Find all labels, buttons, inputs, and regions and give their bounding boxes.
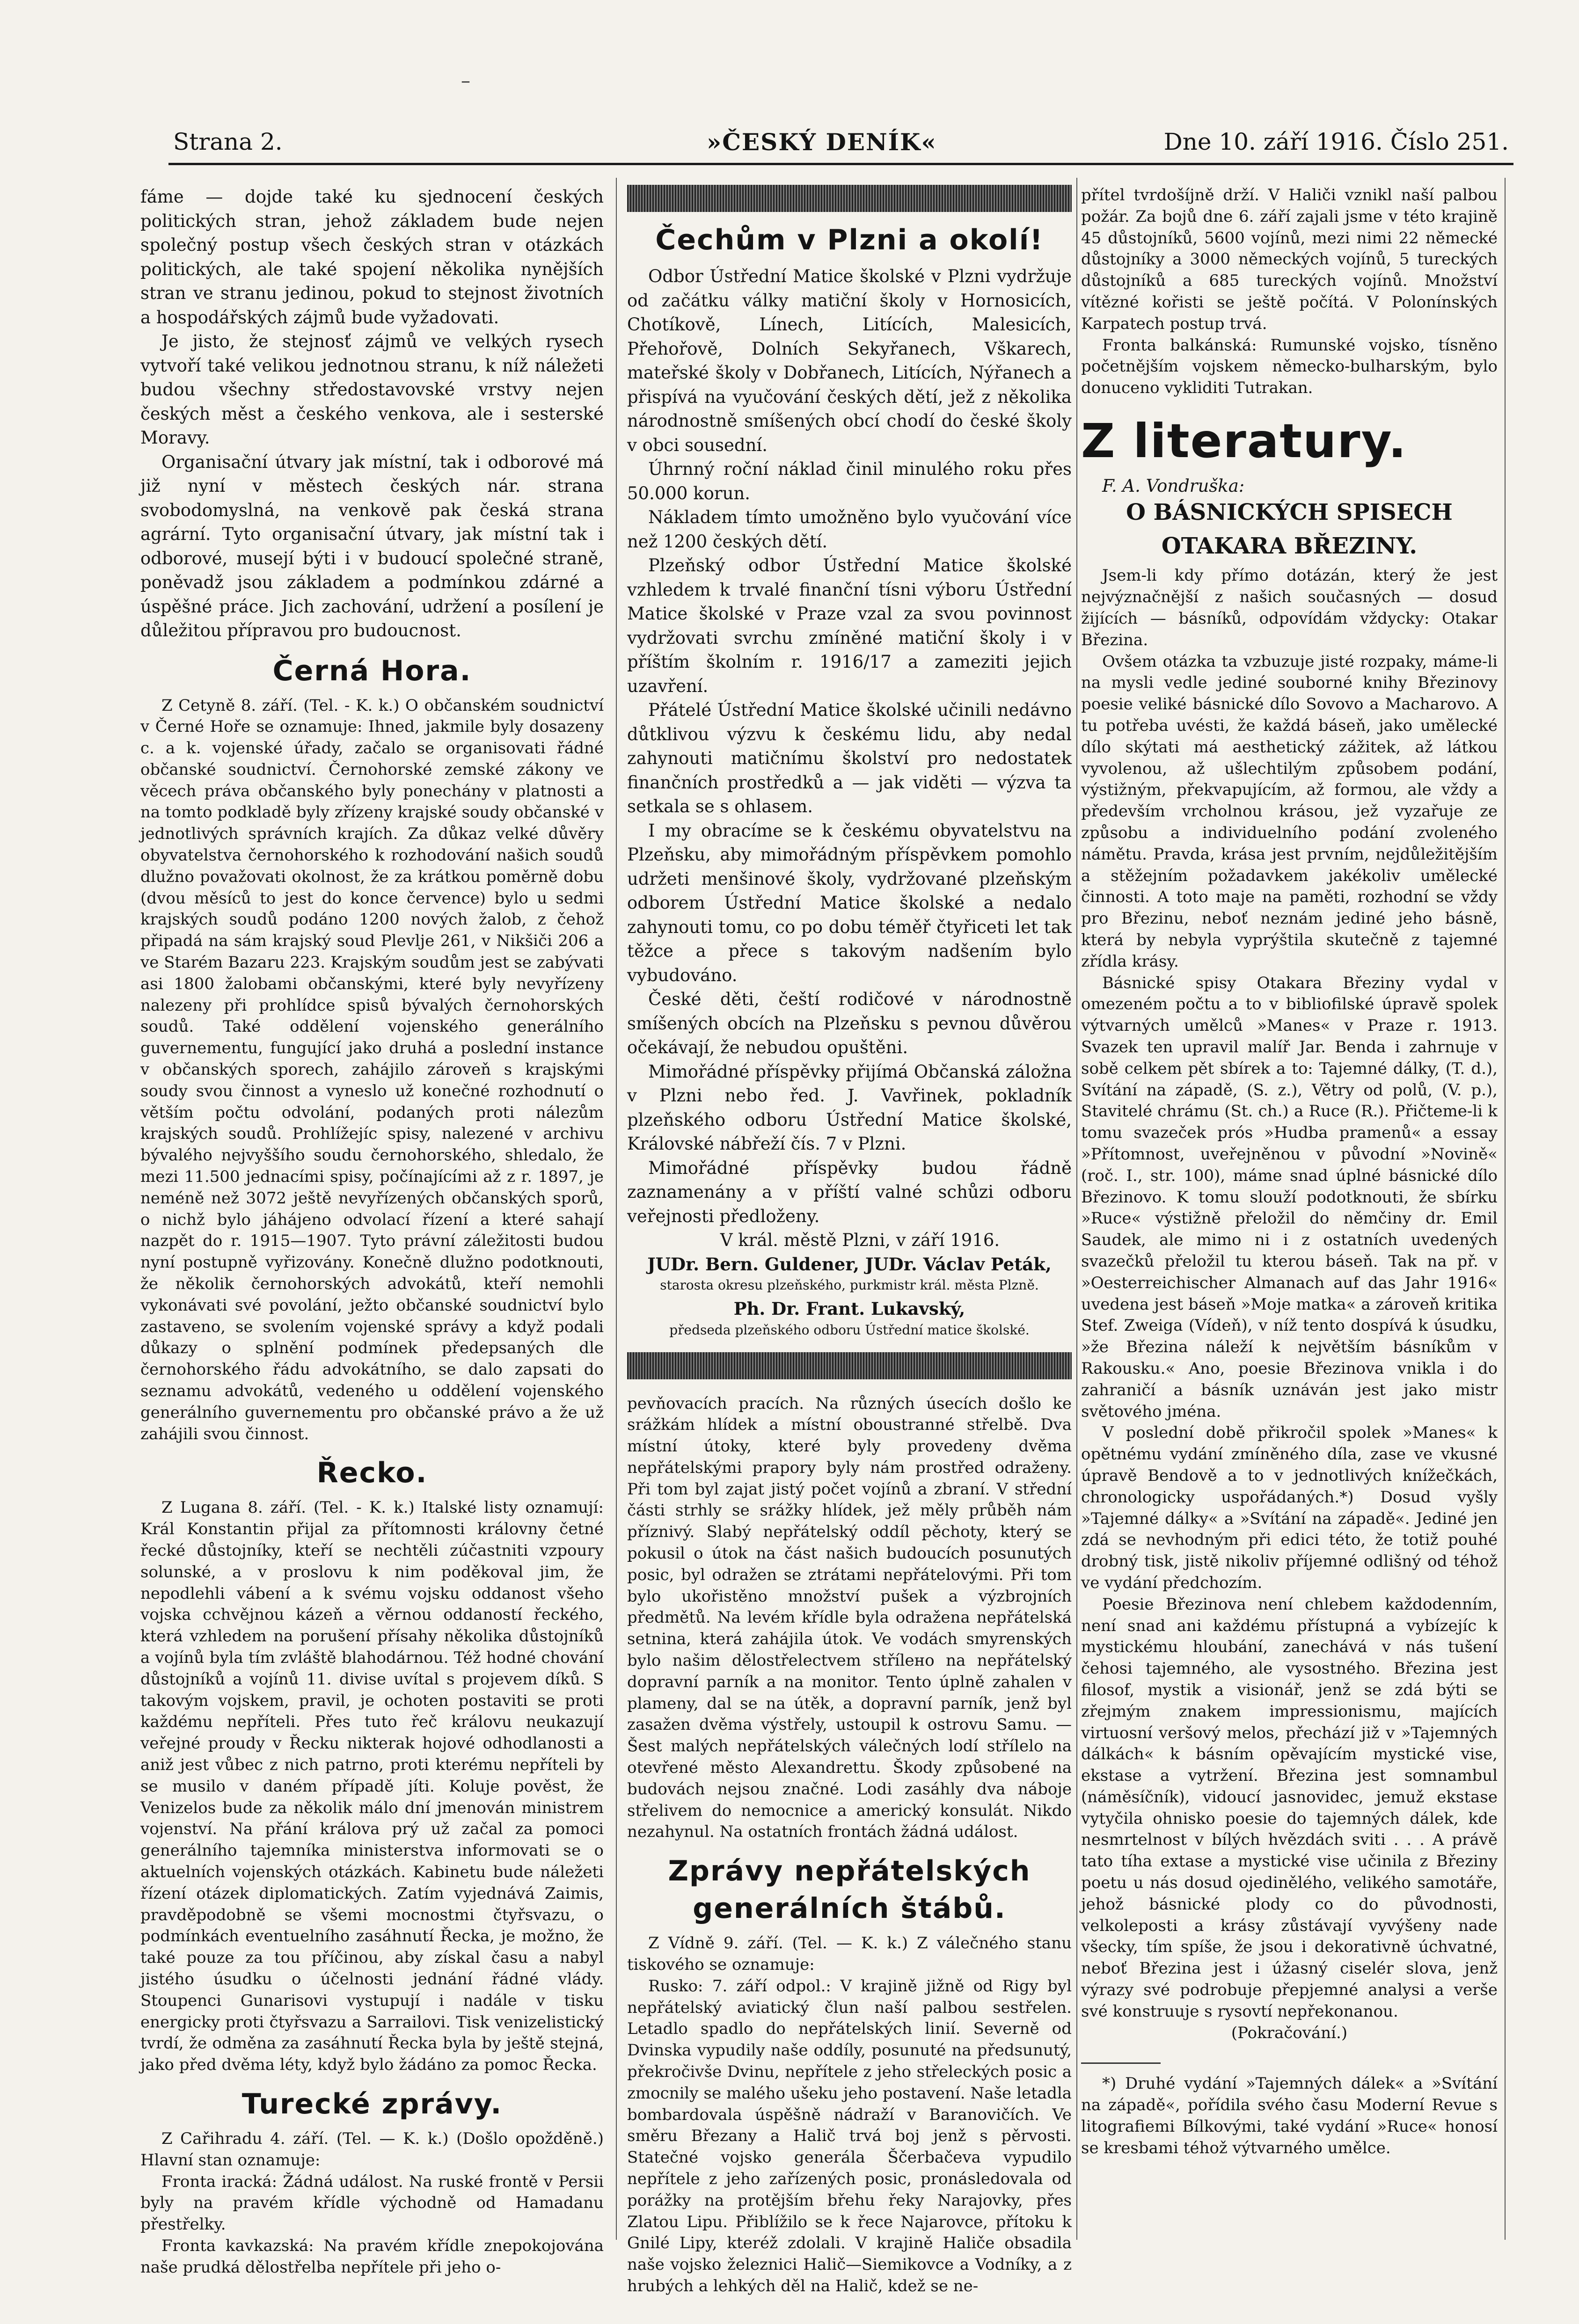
section-heading-turecke: Turecké zprávy.	[241, 2087, 503, 2120]
article-author: F. A. Vondruška:	[1102, 475, 1245, 496]
article-text: Fronta iracká: Žádná událost. Na ruské frontě v Persii byly na pravém křídle východně od Hamadanu přestřelky.	[140, 2172, 604, 2234]
article-text: Rusko: 7. září odpol.: V krajině jižně od Rigy byl nepřátelský aviatický člun naší palbou sestřelen. Letadlo spadlo do nepřátelských linií. Severně od Dvinska vypudily naše oddíly, posunuté na předsunutý, překročivše Dvinu, nepřítele z jeho střeleckých posic a zmocnily se malého ušeku jeho postavení. Naše letadla bombardovala úspěšně nádraží v Baranovičích. Ve směru Březany a Halič trvá boj jenž s pěrvosti. Statečné vojsko generála Ščerbačeva vypudilo nepřítele z jeho zařízených posic, pronásledovala od porážky na protějším břehu řeky Narajovky, přes Zlatou Lipu. Přiblížilo se k řece Najarovce, přítoku k Gnilé Lipy, kteréž zdolali. V krajině Haliče obsadila naše vojsko železnici Halič—Siemikovce a Vodníky, a z hrubých a lehkých děl na Halič, kdež se ne-	[627, 1976, 1072, 2295]
paragraph: Přátelé Ústřední Matice školské učinili nedávno důtklivou výzvu k českému lidu, aby nedal zahynouti matičnímu školství pro nedostatek finančních prostředků a — jak viděti — výzva ta setkala se s ohlasem.	[627, 700, 1072, 816]
column-1	[140, 185, 604, 2278]
article-text: Básnické spisy Otakara Březiny vydal v omezeném počtu a to v bibliofilské úpravě spolek výtvarných umělců »Manes« v Praze r. 1913. Svazek ten upravil malíř Jar. Benda i zahrnuje v sobě celkem pět sbírek a to: Tajemné dálky, (T. d.), Svítání na západě, (S. z.), Větry od polů, (V. p.), Stavitelé chrámu (St. ch.) a Ruce (R.). Přičteme-li k tomu svazeček prós »Hudba pramenů« a essay »Přítomnost, uveřejněnou v původní »Novině« (roč. I., str. 100), máme snad úplné básnické dílo Březinovo. K tomu slouží podotknouti, že sbírku »Ruce« výstižně přeložil do němčiny dr. Emil Saudek, ale mimo ni i z ostatních uvedených svazečků přeložil tu kterou báseň. Tak na př. v »Oesterreichischer Almanach auf das Jahr 1916« uvedena jest báseň »Moje matka« a zároveň kritika Stef. Zweiga (Vídeň), v níž tento dospívá k úsudku, »že Březina náleží k největším básníkům v Rakousku.« Ano, poesie Březinova vnikla i do zahraničí a básník uznáván jest jako mistr světového jména.	[1081, 973, 1498, 1421]
paragraph: České děti, čeští rodičové v národnostně smíšených obcích na Plzeňsku s pevnou důvěrou očekávají, že nebudou opuštěni.	[627, 989, 1072, 1057]
appeal-heading: Čechům v Plzni a okolí!	[655, 224, 1044, 256]
footnote: *) Druhé vydání »Tajemných dálek« a »Svítání na západě«, pořídila svého času Moderní Revue s litografiemi Bílkovými, také vydání »Ruce« honosí se kresbami téhož výtvarného umělce.	[1081, 2074, 1498, 2157]
paragraph: Odbor Ústřední Matice školské v Plzni vydržuje od začátku války matiční školy v Hornosicích, Chotíkově, Línech, Litících, Malesicích, Přehořově, Dolních Sekyřanech, Vškarech, mateřské školy v Dobřanech, Litících, Nýřanech a přispívá na vyučování českých dětí, jež z několika národnostně smíšených obcí chodí do české školy v obci sousední.	[627, 266, 1072, 455]
signature: Ph. Dr. Frant. Lukavský,	[733, 1298, 965, 1319]
article-text: Z Cařihradu 4. září. (Tel. — K. k.) (Došlo opožděně.) Hlavní stan oznamuje:	[140, 2129, 604, 2170]
article-text: Poesie Březinova není chlebem každodenním, není snad ani každému přístupná a vybízejíc k mystickému hloubání, zanechává v nás tušení čehosi tajemného, ale vysostného. Březina jest filosof, mystik a visionář, jenž se zdá býti se zřejmým znakem impressionismu, majících virtuosní veršový melos, přechází již v »Tajemných dálkách« k básním opěvajícím mystické vise, ekstase a vytržení. Březina jest somnambul (náměsíčník), vidoucí jasnovidec, jemuž ekstase vytyčila ohnisko poesie do tajemných dálek, kde nesmrtelnost v bílých hvězdách sviti . . . A právě tato tíha extase a mystické vise učinila z Březiny poetu u nás dosud ojedinělého, velikého samotáře, jehož básnické plody co do původnosti, velkoleposti a krásy zůstávají vyvýšeny nade všecky, tím spíše, že jsou i dekorativně úchvatné, neboť Březina jest i úžasný ciselér slova, jenž výrazy své podrobuje přepjemné analysi a verše své konstruuje s rysovtí nepřekonanou.	[1081, 1595, 1498, 2021]
footnote-rule	[1081, 2062, 1161, 2064]
paragraph: Mimořádné příspěvky přijímá Občanská záložna v Plzni nebo řed. J. Vavřinek, pokladník plzeňského odboru Ústřední Matice školské, Královské nábřeží čís. 7 v Plzni.	[627, 1061, 1072, 1154]
paragraph: I my obracíme se k českému obyvatelstvu na Plzeňsku, aby mimořádným příspěvkem pomohlo udržeti menšinové školy, vydržované plzeňským odborem Ústřední Matice školské a nedalo zahynouti tomu, co po dobu téměř čtyřiceti let tak těžce a přece s takovým nadšením bylo vybudováno.	[627, 820, 1072, 985]
article-text: Z Vídně 9. září. (Tel. — K. k.) Z válečného stanu tiskového se oznamuje:	[627, 1934, 1072, 1974]
paragraph: Plzeňský odbor Ústřední Matice školské vzhledem k trvalé finanční tísni výboru Ústřední Matice školské v Praze vzal za svou povinnost vydržovati svrchu zmíněné matiční školy i v příštím školním r. 1916/17 a zameziti jejich uzavření.	[627, 555, 1072, 696]
paragraph: Organisační útvary jak místní, tak i odborové má již nyní v městech českých nár. strana svobodomyslná, na venkově pak česká strana agrární. Tyto organisační útvary, jak místní tak i odborové, musejí býti i v budoucí společné straně, poněvadž jsou základem a podmínkou zdárné a úspěšné práce. Jich zachování, udržení a posílení je důležitou přípravou pro budoucnost.	[140, 452, 604, 641]
decorative-band	[627, 1352, 1072, 1379]
article-text: přítel tvrdošíjně drží. V Haliči vznikl naší palbou požár. Za bojů dne 6. září zajali jsme v této krajině 45 důstojníků, 5600 vojínů, mezi nimi 22 německé důstojníky a 3000 německých vojínů, 5 tureckých důstojníků a 685 tureckých vojínů. Množství vítězné kořisti se ještě počítá. V Polonínských Karpatech postup trvá.	[1081, 186, 1498, 333]
issue-date: Dne 10. září 1916. Číslo 251.	[1163, 128, 1509, 155]
column-rule	[1076, 178, 1077, 2240]
article-text: Z Cetyně 8. září. (Tel. - K. k.) O občanském soudnictví v Černé Hoře se oznamuje: Ihned, jakmile byly dosazeny c. a k. vojenské úřady, začalo se organisovati řádné občanské soudnictví. Černohorské zemské zákony ve věcech práva občanského byly ponechány v platnosti a na tomto podkladě byly zřízeny krajské soudy občanské v jednotlivých správních krajích. Za důkaz velké důvěry obyvatelstva černohorského k rozhodování našich soudů dlužno považovati okolnost, že za krátkou poměrně dobu (dvou měsíců to jest do konce července) bylo u sedmi krajských soudů podáno 1200 nových žalob, z čehož připadá na sám krajský soud Plevlje 261, v Nikšiči 206 a ve Starém Bazaru 223. Krajským soudům jest se zabývati asi 1800 žalobami občanskými, které byly nevyřízeny nalezeny při prohlídce spisů bývalých černohorských soudů. Také oddělení vojenského generálního guvernementu, fungující jako druhá a poslední instance v občanských sporech, zahájilo zároveň s krajskými soudy svou činnost a vyneslo už konečné rozhodnutí o větším počtu odvolání, podaných proti nálezům krajských soudů. Prohlížejíc spisy, nalezené v archivu bývalého nejvyššího soudu černohorského, shledalo, že mezi 11.500 jednacími spisy, počínajícími až z r. 1897, je neméně než 3072 ještě nevyřízených občanských sporů, o nichž bylo jáhájeno odvolací řízení a které sahají nazpět do r. 1915—1907. Tyto právní záležitosti budou nyní postupně vyřizovány. Konečně dlužno podotknouti, že několik černohorských advokátů, kteří nemohli vykonávati své povolání, ježto občanské soudnictví bylo zastaveno, se svolením vojenské správy a když podali důkazy o splnění podmínek předepsaných dle černohorského řádu advokátního, se dalo zapsati do seznamu advokátů, vedeného u oddělení vojenského generálního guvernementu pro občanské právo a že už zahájili svou činnost.	[140, 696, 604, 1443]
article-title: O BÁSNICKÝCH SPISECH	[1126, 499, 1453, 526]
section-heading-literatura: Z literatury.	[1081, 413, 1407, 468]
page-header	[168, 125, 1513, 165]
paragraph: Je jisto, že stejnosť zájmů ve velkých rysech vytvoří také velikou jednotnou stranu, k níž náležeti budou všechny středostavovské vrstvy nejen českých měst a českého venkova, ale i sesterské Moravy.	[140, 331, 604, 448]
top-mark: –	[461, 70, 470, 92]
article-text: Ovšem otázka ta vzbuzuje jisté rozpaky, máme-li na mysli vedle jediné souborné knihy Březinovy poesie veliké básnické dílo Sovovo a Macharovo. A tu potřeba uvésti, že každá báseň, jako umělecké dílo skýtati má aesthetický zážitek, až látkou vyvolenou, až ušlechtilým způsobem podání, výstižným, překvapujícím, až formou, ale vždy a především vrcholnou krásou, jež vyzařuje ze způsobu a individuelního podání zvoleného námětu. Pravda, krása jest prvním, nejdůležitějším a stěžejním požadavkem jakékoliv umělecké činnosti. A toto maje na paměti, rozhodní se vždy pro Březinu, neboť neznám jediné jeho básně, která by nebyla vyprýštila skutečně z tajemné zřídla krásy.	[1081, 652, 1498, 971]
place-date: V král. městě Plzni, v září 1916.	[720, 1230, 1000, 1250]
signature-title: starosta okresu plzeňského, purkmistr král. města Plzně.	[660, 1277, 1039, 1293]
section-heading-zpravy: Zprávy nepřátelských generálních štábů.	[668, 1855, 1031, 1925]
paragraph: Úhrnný roční náklad činil minulého roku přes 50.000 korun.	[627, 459, 1072, 503]
paragraph: Nákladem tímto umožněno bylo vyučování více než 1200 českých dětí.	[627, 507, 1072, 552]
article-text: Z Lugana 8. září. (Tel. - K. k.) Italské listy oznamují: Král Konstantin přijal za přítomnosti královny četné řecké důstojníky, kteří se nechtěli zúčastniti vzpoury solunské, a v proslovu k nim poděkoval jim, že nepodlehli vábení a k svému vojsku oddanost všeho vojska cchvějnou kázeň a věrnou oddaností řeckého, která vzhledem na porušení přísahy několika důstojníků a vojínů byla tím zvláště blahodárnou. Též hodné chování důstojníků a vojínů 11. divise uvítal s projevem díků. S takovým vojskem, pravil, je ochoten postaviti se proti každému nepříteli. Přes tuto řeč královu neukazují veřejné proudy v Řecku nikterak hojové odhodlanosti a aniž jest vůbec z nich patrno, proti kterému nepříteli by se musilo v daném případě jíti. Koluje pověst, že Venizelos bude za několik málo dní jmenován ministrem vojenství. Na přání králova prý už začal za pomoci generálního tajemníka ministerstva informovati se o aktuelních vojenských otázkách. Kabinetu bude náležeti řízení otázek diplomatických. Zatím vyjednává Zaimis, pravděpodobně se všemi mocnostmi čtyřsvazu, o podmínkách eventuelního zasáhnutí Řecka, je možno, že také pouze za tou příčinou, aby získal času a nabyl jistého úsudku o účelnosti jednání řádné vlády. Stoupenci Gunarisovi vystupují i nadále v tisku energicky proti čtyřsvazu a Sarrailovi. Tisk venizelistický tvrdí, že odměna za zasáhnutí Řecka byla by ještě stejná, jako před dvěma léty, když bylo žádáno za pomoc Řecka.	[140, 1498, 604, 2075]
column-2	[627, 185, 1072, 2297]
article-text: Fronta balkánská: Rumunské vojsko, tísněno početnějším vojskem německo-bulharským, bylo donuceno vykliditi Tutrakan.	[1081, 335, 1498, 398]
decorative-band	[627, 185, 1072, 212]
page-number: Strana 2.	[173, 128, 283, 155]
article-text: pevňovacích pracích. Na různých úsecích došlo ke srážkám hlídek a místní oboustranné střelbě. Dva místní útoky, které byly provedeny dvěma nepřátelskými prapory byly nám prostřed odraženy. Při tom byl zajat jistý počet vojínů a zbraní. V střední části strhly se srážky hlídek, jež měly průběh nám příznivý. Slabý nepřátelský oddíl pěchoty, který se pokusil o útok na část našich budoucích posunutých posic, byl odražen se ztrátami nepřátelovými. Při tom bylo ukořistěno množství pušek a výzbrojních předmětů. Na levém křídle byla odražena nepřátelská setnina, která zahájila útok. Ve vodách smyrenských bylo našim dělostřelectvem střílено na nepřátelský dopravní parník a na monitor. Tento úplně zahalen v plameny, dal se na útěk, a dopravní parník, jenž byl zasažen dvěma výstřely, ustoupil k ostrovu Samu. — Šest malých nepřátelských válečných lodí střílelo na otevřené město Alexandrettu. Škody způsobené na budovách nejsou značné. Lodi zasáhly dva náboje střelivem do nemocnice a americký konsulát. Nikdo nezahynul. Na ostatních frontách žádná událost.	[627, 1394, 1072, 1842]
article-title: OTAKARA BŘEZINY.	[1161, 533, 1418, 560]
column-3	[1081, 185, 1498, 2159]
column-rule	[616, 178, 617, 2240]
article-text: Fronta kavkazská: Na pravém křídle znepokojována naše prudká dělostřelba nepřítele při jeho o-	[140, 2236, 604, 2277]
section-heading-recko: Řecko.	[316, 1457, 428, 1490]
article-text: Jsem-li kdy přímo dotázán, který že jest nejvýznačnější z našich současných — dosud žijících — básníků, odpovídám vždycky: Otakar Březina.	[1081, 566, 1498, 649]
signature-title: předseda plzeňského odboru Ústřední matice školské.	[669, 1322, 1030, 1338]
section-heading-cerna-hora: Černá Hora.	[272, 654, 472, 687]
signature: JUDr. Bern. Guldener, JUDr. Václav Peták,	[647, 1253, 1052, 1275]
article-text: V poslední době přikročil spolek »Manes« k opětnému vydání zmíněného díla, zase ve vkusné úpravě Bendově a to v jednotlivých knížečkách, chronologicky uspořádaných.*) Dosud vyšly »Tajemné dálky« a »Svítání na západě«. Jediné jen zdá se nevhodným při edici této, že totiž pouhé drobný tisk, jistě nikoliv příjemné odlišný od téhož ve vydání předchozím.	[1081, 1423, 1498, 1592]
paragraph: fáme — dojde také ku sjednocení českých politických stran, jehož základem bude nejen společný postup všech českých stran v otázkách politických, ale také spojení několika nynějších stran ve stranu jedinou, pokud to stejnost životních a hospodářských zájmů bude vyžadovati.	[140, 187, 604, 328]
column-rule	[1505, 178, 1506, 2240]
newspaper-title: »ČESKÝ DENÍK«	[707, 128, 937, 156]
paragraph: Mimořádné příspěvky budou řádně zaznamenány a v příští valné schůzi odboru veřejnosti předloženy.	[627, 1158, 1072, 1226]
continuation-note: (Pokračování.)	[1231, 2023, 1348, 2042]
